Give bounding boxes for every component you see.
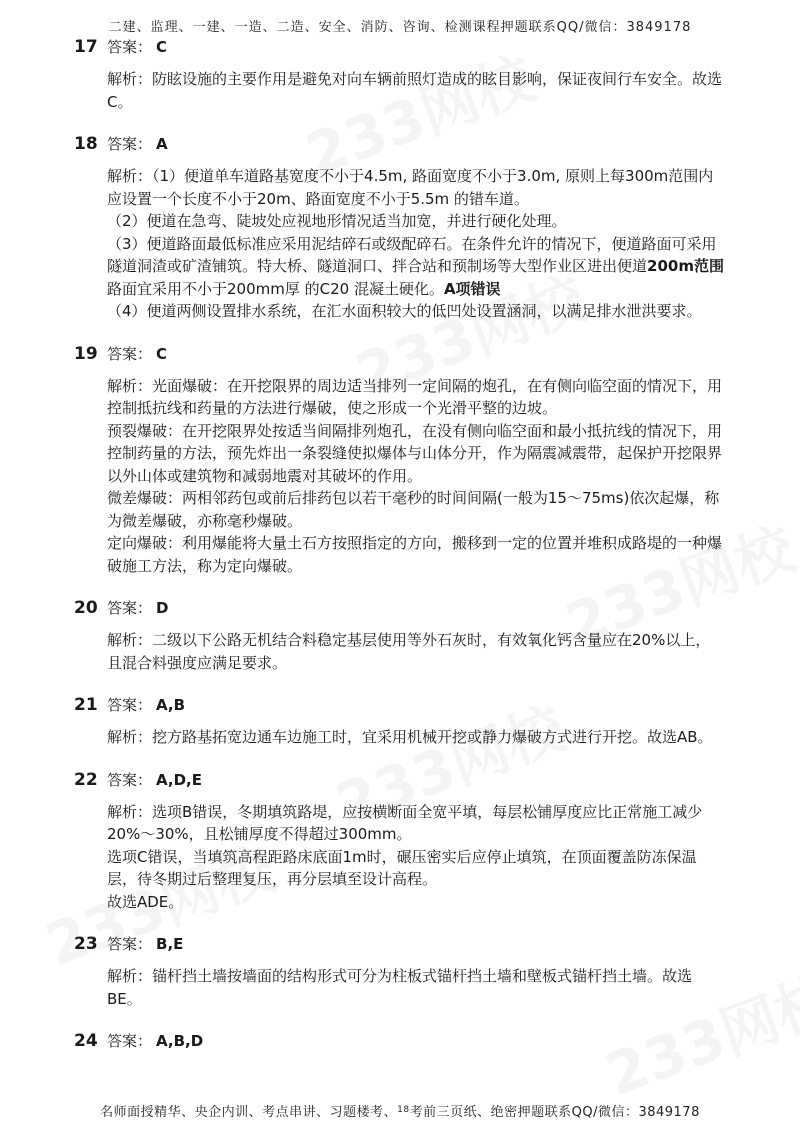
explanation — [107, 629, 724, 674]
question-23 — [74, 933, 724, 1010]
answer-list — [74, 36, 724, 1076]
explanation-text: （3）便道路面最低标准应采用泥结碎石或级配碎石。在条件允许的情况下，便道路面可采用隧道洞渣或矿渣铺筑。特大桥、隧道洞口、拌合站和预制场等大型作业区进出便道 — [107, 234, 717, 275]
explanation-paragraph: （2）便道在急弯、陡坡处应视地形情况适当加宽，并进行硬化处理。 — [107, 212, 567, 230]
explanation — [107, 801, 724, 914]
question-header — [74, 343, 724, 369]
question-21 — [74, 694, 724, 749]
answer-label: 答案： — [107, 135, 153, 153]
question-header — [74, 36, 724, 62]
explanation — [107, 68, 724, 113]
explanation-paragraph: 故选ADE。 — [107, 892, 184, 911]
question-17 — [74, 36, 724, 113]
explanation-paragraph: 解析：防眩设施的主要作用是避免对向车辆前照灯造成的眩目影响，保证夜间行车安全。故选C。 — [107, 70, 723, 111]
question-number: 22 — [74, 769, 98, 790]
answer-value: A — [156, 135, 168, 153]
question-19 — [74, 343, 724, 578]
explanation-paragraph: 选项C错误，当填筑高程距路床底面1m时，碾压密实后应停止填筑，在顶面覆盖防冻保温层，待冬期过后整理复压，再分层填至设计高程。 — [107, 847, 697, 888]
answer-value: C — [156, 344, 168, 363]
question-header — [74, 597, 724, 623]
answer-value: B,E — [156, 935, 184, 953]
explanation-paragraph: 预裂爆破：在开挖限界处按适当间隔排列炮孔，在没有侧向临空面和最小抵抗线的情况下，用控制药量的方法，预先炸出一条裂缝使拟爆体与山体分开，作为隔震减震带，起保护开挖限界以外山体或建筑物和减弱地震对其破坏的作用。 — [107, 421, 723, 485]
explanation — [107, 726, 724, 749]
explanation-paragraph: （4）便道两侧设置排水系统，在汇水面积较大的低凹处设置涵洞，以满足排水泄洪要求。 — [107, 302, 702, 320]
question-22 — [74, 769, 724, 914]
emphasis-text: A项错误 — [443, 279, 501, 298]
question-number: 20 — [74, 598, 98, 618]
question-number: 24 — [74, 1031, 98, 1051]
question-24 — [74, 1030, 724, 1056]
explanation-paragraph: 解析：（1）便道单车道路基宽度不小于4.5m, 路面宽度不小于3.0m, 原则上每300m范围内应设置一个长度不小于20m、路面宽度不小于5.5m 的错车道。 — [107, 167, 714, 208]
question-header — [74, 694, 724, 720]
answer-label: 答案： — [107, 344, 153, 363]
answer-value: A,B,D — [156, 1032, 204, 1050]
question-header — [74, 133, 724, 159]
explanation — [107, 165, 724, 323]
explanation-paragraph — [107, 233, 724, 301]
explanation-text: 路面宜采用不小于200mm厚 的C20 混凝土硬化。 — [107, 279, 444, 298]
explanation — [107, 965, 724, 1010]
question-header — [74, 933, 724, 959]
explanation-paragraph: 解析：挖方路基拓宽边通车边施工时，宜采用机械开挖或静力爆破方式进行开挖。故选AB。 — [107, 728, 713, 746]
answer-label: 答案： — [107, 599, 153, 617]
explanation-paragraph: 定向爆破：利用爆能将大量土石方按照指定的方向，搬移到一定的位置并堆积成路堤的一种爆破施工方法，称为定向爆破。 — [107, 534, 723, 575]
emphasis-text: 200m范围 — [647, 257, 724, 275]
explanation — [107, 375, 724, 578]
footer-text: 考前三页纸、绝密押题联系QQ/微信：3849178 — [409, 1105, 700, 1120]
answer-label: 答案： — [107, 1032, 153, 1050]
explanation-paragraph: 解析：选项B错误，冬期填筑路堤，应按横断面全宽平填，每层松铺厚度应比正常施工减少20%～30%，且松铺厚度不得超过300mm。 — [107, 802, 703, 843]
page-number: 18 — [397, 1105, 410, 1115]
question-header — [74, 1030, 724, 1056]
answer-value: A,D,E — [156, 770, 202, 789]
question-number: 17 — [74, 37, 98, 57]
answer-value: A,B — [156, 696, 186, 714]
answer-label: 答案： — [107, 935, 153, 953]
question-header — [74, 769, 724, 795]
question-number: 23 — [74, 934, 98, 954]
question-18 — [74, 133, 724, 323]
answer-value: C — [156, 38, 168, 56]
explanation-paragraph: 解析：锚杆挡土墙按墙面的结构形式可分为柱板式锚杆挡土墙和壁板式锚杆挡土墙。故选BE。 — [107, 967, 693, 1008]
answer-label: 答案： — [107, 770, 153, 789]
question-20 — [74, 597, 724, 674]
page-footer — [0, 1101, 800, 1120]
question-number: 19 — [74, 343, 98, 364]
answer-value: D — [156, 599, 169, 617]
question-number: 21 — [74, 695, 98, 715]
explanation-paragraph: 解析：二级以下公路无机结合料稳定基层使用等外石灰时，有效氧化钙含量应在20%以上，且混合料强度应满足要求。 — [107, 631, 711, 672]
explanation-paragraph: 微差爆破：两相邻药包或前后排药包以若干毫秒的时间间隔(一般为15～75ms)依次起爆，称为微差爆破，亦称毫秒爆破。 — [107, 489, 720, 530]
answer-label: 答案： — [107, 696, 153, 714]
question-number: 18 — [74, 134, 98, 154]
answer-label: 答案： — [107, 38, 153, 56]
explanation-paragraph: 解析：光面爆破：在开挖限界的周边适当排列一定间隔的炮孔，在有侧向临空面的情况下，用控制抵抗线和药量的方法进行爆破，使之形成一个光滑平整的边坡。 — [107, 376, 723, 417]
page-header: 二建、监理、一建、一造、二造、安全、消防、咨询、检测课程押题联系QQ/微信：3849178 — [108, 20, 692, 35]
footer-text: 名师面授精华、央企内训、考点串讲、习题楼考、 — [100, 1105, 398, 1120]
